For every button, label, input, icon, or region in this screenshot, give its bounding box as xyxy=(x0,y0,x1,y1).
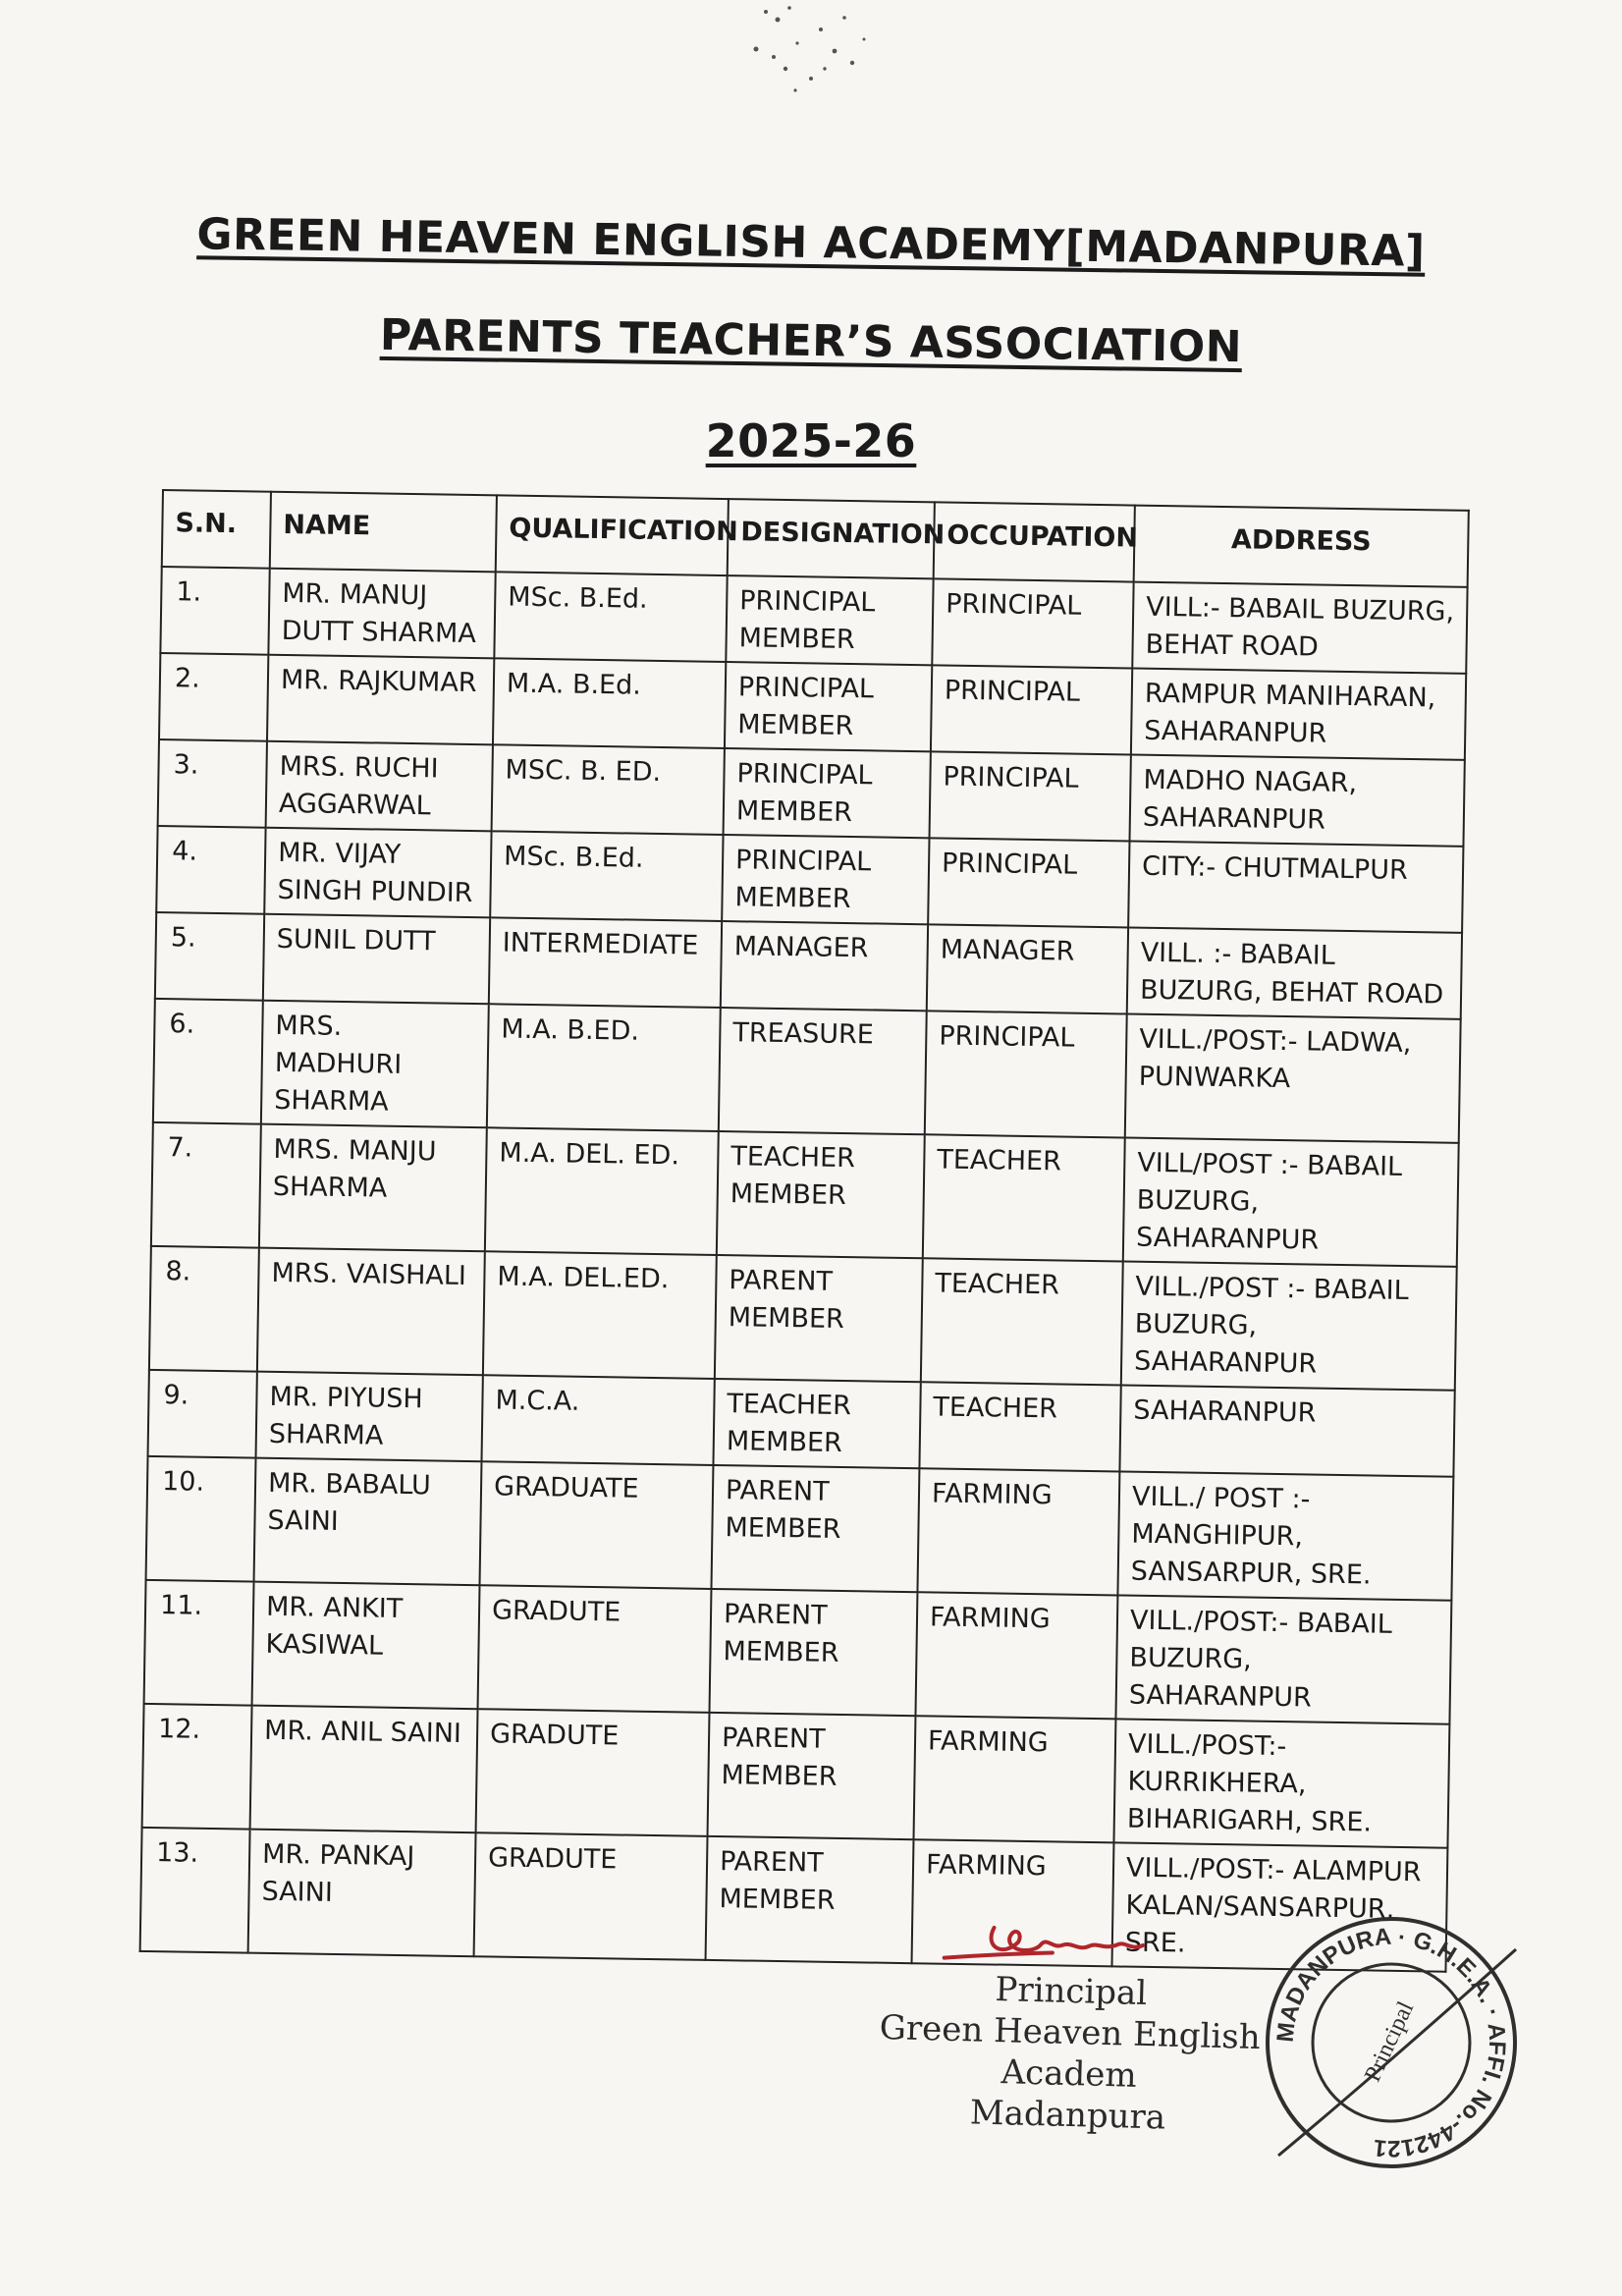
seal-inner-text: Principal xyxy=(1360,1997,1420,2086)
cell-designation: TEACHER MEMBER xyxy=(717,1131,925,1258)
cell-address: CITY:- CHUTMALPUR xyxy=(1128,842,1463,933)
cell-occupation: TEACHER xyxy=(923,1134,1125,1261)
cell-sn: 5. xyxy=(155,912,264,1001)
signature-place: Madanpura xyxy=(969,2093,1166,2138)
cell-designation: PARENT MEMBER xyxy=(715,1255,923,1382)
cell-qualification: GRADUTE xyxy=(476,1709,710,1836)
header-occupation: OCCUPATION xyxy=(934,502,1135,581)
cell-sn: 8. xyxy=(149,1246,259,1372)
table-row xyxy=(149,1246,1457,1391)
cell-designation: PARENT MEMBER xyxy=(706,1836,914,1963)
cell-address: VILL/POST :- BABAIL BUZURG, SAHARANPUR xyxy=(1123,1137,1459,1266)
header-designation: DESIGNATION xyxy=(728,499,935,578)
cell-address: VILL./POST:- ALAMPUR KALAN/SANSARPUR, SRE. xyxy=(1111,1842,1447,1971)
cell-name: MR. RAJKUMAR xyxy=(267,655,494,745)
cell-occupation: MANAGER xyxy=(927,924,1128,1013)
cell-sn: 11. xyxy=(144,1580,254,1706)
header-address: ADDRESS xyxy=(1134,506,1469,587)
cell-address: VILL./POST:- KURRIKHERA, BIHARIGARH, SRE. xyxy=(1113,1719,1449,1847)
scan-noise xyxy=(727,0,923,108)
cell-qualification: M.C.A. xyxy=(481,1375,714,1465)
cell-address: VILL./POST:- LADWA, PUNWARKA xyxy=(1125,1014,1461,1143)
association-title: PARENTS TEACHER’S ASSOCIATION xyxy=(379,309,1243,373)
cell-occupation: PRINCIPAL xyxy=(928,838,1129,927)
cell-qualification: MSc. B.Ed. xyxy=(494,572,727,662)
signature-school: Green Heaven English Academ xyxy=(879,2007,1262,2096)
cell-qualification: M.A. B.Ed. xyxy=(493,658,726,748)
cell-sn: 9. xyxy=(148,1370,257,1458)
cell-occupation: FARMING xyxy=(917,1468,1119,1595)
cell-qualification: GRADUTE xyxy=(478,1585,712,1713)
cell-qualification: INTERMEDIATE xyxy=(489,917,722,1008)
session-title: 2025-26 xyxy=(705,414,917,467)
cell-designation: PRINCIPAL MEMBER xyxy=(724,748,931,838)
cell-designation: TEACHER MEMBER xyxy=(713,1379,920,1468)
cell-address: VILL./POST :- BABAIL BUZURG, SAHARANPUR xyxy=(1121,1261,1457,1390)
cell-designation: MANAGER xyxy=(721,921,928,1011)
cell-address: MADHO NAGAR, SAHARANPUR xyxy=(1129,755,1464,847)
cell-sn: 3. xyxy=(158,739,267,828)
cell-designation: PARENT MEMBER xyxy=(711,1465,919,1592)
cell-designation: PARENT MEMBER xyxy=(709,1589,917,1716)
table-body xyxy=(140,567,1468,1972)
table-row xyxy=(153,999,1461,1143)
cell-occupation: PRINCIPAL xyxy=(931,665,1132,754)
cell-address: SAHARANPUR xyxy=(1119,1385,1454,1476)
header-name: NAME xyxy=(270,492,497,573)
cell-designation: PRINCIPAL MEMBER xyxy=(726,575,933,665)
cell-occupation: FARMING xyxy=(912,1839,1114,1966)
cell-qualification: GRADUTE xyxy=(474,1832,708,1960)
cell-sn: 6. xyxy=(153,999,263,1124)
cell-designation: PARENT MEMBER xyxy=(708,1713,916,1839)
table-row xyxy=(144,1580,1452,1724)
cell-name: MR. BABALU SAINI xyxy=(254,1458,482,1586)
header-qualification: QUALIFICATION xyxy=(496,495,729,575)
cell-sn: 1. xyxy=(160,567,269,655)
cell-name: MR. VIJAY SINGH PUNDIR xyxy=(264,828,491,918)
cell-occupation: FARMING xyxy=(913,1716,1115,1842)
cell-qualification: MSc. B.Ed. xyxy=(490,831,723,921)
cell-designation: PRINCIPAL MEMBER xyxy=(725,662,932,751)
cell-name: MR. ANIL SAINI xyxy=(250,1706,478,1833)
cell-name: MRS. RUCHI AGGARWAL xyxy=(266,741,493,832)
cell-occupation: TEACHER xyxy=(921,1258,1123,1385)
cell-occupation: PRINCIPAL xyxy=(925,1011,1127,1137)
cell-occupation: TEACHER xyxy=(919,1382,1120,1471)
members-table xyxy=(139,489,1470,1973)
cell-occupation: FARMING xyxy=(915,1592,1117,1719)
cell-qualification: M.A. DEL. ED. xyxy=(485,1127,719,1255)
cell-name: SUNIL DUTT xyxy=(263,914,490,1005)
cell-address: VILL./POST:- BABAIL BUZURG, SAHARANPUR xyxy=(1115,1595,1451,1723)
cell-qualification: MSC. B. ED. xyxy=(492,744,725,835)
table-row xyxy=(146,1456,1454,1601)
cell-qualification: M.A. B.ED. xyxy=(487,1004,721,1131)
cell-address: VILL./ POST :- MANGHIPUR, SANSARPUR, SRE. xyxy=(1117,1471,1453,1600)
cell-sn: 12. xyxy=(142,1704,252,1830)
signature-title: Principal xyxy=(994,1969,1148,2014)
cell-name: MR. ANKIT KASIWAL xyxy=(252,1582,480,1710)
cell-name: MRS. MADHURI SHARMA xyxy=(261,1001,489,1128)
table-row xyxy=(151,1122,1459,1267)
seal-text: MADANPURA · G.H.E.A. · AFFI. No.-442121 xyxy=(1271,1923,1511,2162)
cell-occupation: PRINCIPAL xyxy=(932,578,1133,668)
cell-name: MRS. MANJU SHARMA xyxy=(259,1124,487,1252)
cell-name: MR. PANKAJ SAINI xyxy=(248,1830,476,1957)
cell-designation: TREASURE xyxy=(719,1008,927,1134)
table-row xyxy=(142,1704,1450,1848)
cell-designation: PRINCIPAL MEMBER xyxy=(722,835,929,924)
cell-sn: 13. xyxy=(140,1828,250,1953)
cell-sn: 7. xyxy=(151,1122,261,1248)
cell-name: MRS. VAISHALI xyxy=(257,1248,485,1376)
members-table-wrapper xyxy=(139,489,1468,1973)
header-sn: S.N. xyxy=(162,490,271,569)
cell-sn: 10. xyxy=(146,1456,256,1582)
cell-address: VILL. :- BABAIL BUZURG, BEHAT ROAD xyxy=(1127,928,1462,1019)
school-title: GREEN HEAVEN ENGLISH ACADEMY[MADANPURA] xyxy=(196,209,1426,277)
cell-name: MR. PIYUSH SHARMA xyxy=(256,1372,483,1462)
cell-qualification: GRADUATE xyxy=(480,1461,714,1589)
cell-address: RAMPUR MANIHARAN, SAHARANPUR xyxy=(1131,669,1466,760)
cell-qualification: M.A. DEL.ED. xyxy=(483,1251,717,1379)
school-seal-stamp xyxy=(1259,1910,1524,2175)
cell-sn: 4. xyxy=(156,826,265,914)
cell-occupation: PRINCIPAL xyxy=(930,751,1131,841)
cell-sn: 2. xyxy=(159,653,268,741)
principal-signature-block xyxy=(841,1904,1299,2142)
cell-address: VILL:- BABAIL BUZURG, BEHAT ROAD xyxy=(1132,582,1467,674)
cell-name: MR. MANUJ DUTT SHARMA xyxy=(268,569,495,659)
